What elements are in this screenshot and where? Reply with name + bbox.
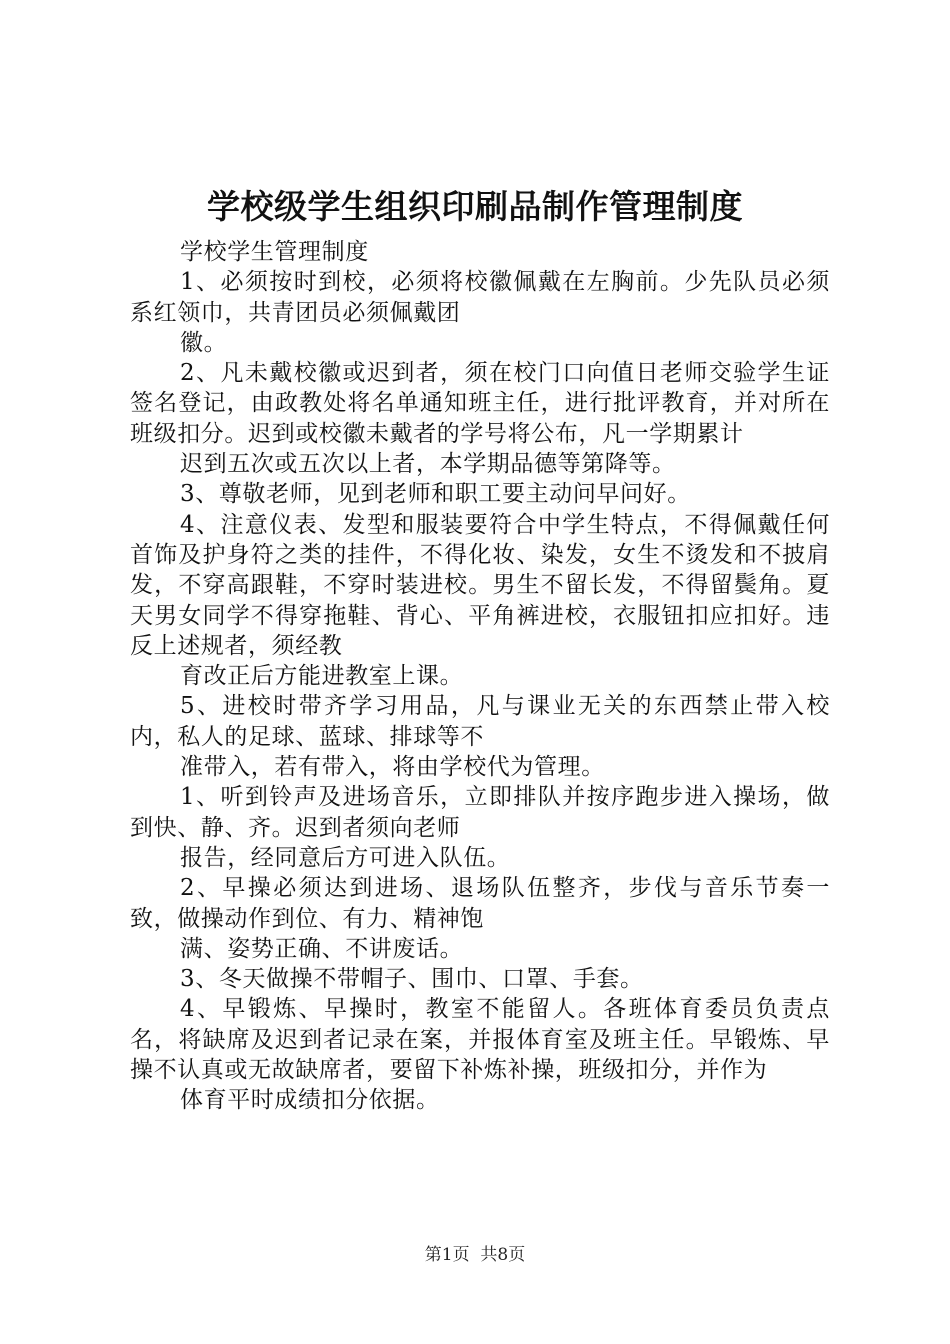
document-body xyxy=(130,237,830,1116)
paragraph: 2、凡未戴校徽或迟到者，须在校门口向值日老师交验学生证签名登记，由政教处将名单通知班主任，进行批评教育，并对所在班级扣分。迟到或校徽未戴者的学号将公布，凡一学期累计 xyxy=(130,360,830,447)
paragraph: 迟到五次或五次以上者，本学期品德等第降等。 xyxy=(180,451,676,478)
page-footer xyxy=(0,1243,950,1267)
paragraph: 满、姿势正确、不讲废话。 xyxy=(180,935,464,962)
paragraph: 徽。 xyxy=(180,329,228,356)
paragraph: 1、必须按时到校，必须将校徽佩戴在左胸前。少先队员必须系红领巾，共青团员必须佩戴团 xyxy=(130,269,830,326)
paragraph: 2、早操必须达到进场、退场队伍整齐，步伐与音乐节奏一致，做操动作到位、有力、精神饱 xyxy=(130,875,830,932)
paragraph: 3、冬天做操不带帽子、围巾、口罩、手套。 xyxy=(180,966,644,993)
document-title: 学校级学生组织印刷品制作管理制度 xyxy=(207,187,743,226)
paragraph: 5、进校时带齐学习用品，凡与课业无关的东西禁止带入校内，私人的足球、蓝球、排球等不 xyxy=(130,693,830,750)
paragraph: 4、早锻炼、早操时，教室不能留人。各班体育委员负责点名，将缺席及迟到者记录在案，并报体育室及班主任。早锻炼、早操不认真或无故缺席者，要留下补炼补操，班级扣分，并作为 xyxy=(130,996,830,1084)
page-number-label: 第1页 共8页 xyxy=(424,1245,526,1265)
paragraph: 学校学生管理制度 xyxy=(180,239,369,265)
paragraph: 育改正后方能进教室上课。 xyxy=(180,663,464,690)
paragraph: 报告，经同意后方可进入队伍。 xyxy=(180,844,511,871)
paragraph: 体育平时成绩扣分依据。 xyxy=(180,1087,440,1114)
paragraph: 准带入，若有带入，将由学校代为管理。 xyxy=(180,754,605,781)
paragraph: 4、注意仪表、发型和服装要符合中学生特点，不得佩戴任何首饰及护身符之类的挂件，不得化妆、染发，女生不烫发和不披肩发，不穿高跟鞋，不穿时装进校。男生不留长发，不得留鬓角。夏天男女同学不得穿拖鞋、背心、平角裤进校，衣服钮扣应扣好。违反上述规者，须经教 xyxy=(130,511,830,659)
paragraph: 1、听到铃声及进场音乐，立即排队并按序跑步进入操场，做到快、静、齐。迟到者须向老师 xyxy=(130,784,830,841)
paragraph: 3、尊敬老师，见到老师和职工要主动问早问好。 xyxy=(180,481,691,508)
